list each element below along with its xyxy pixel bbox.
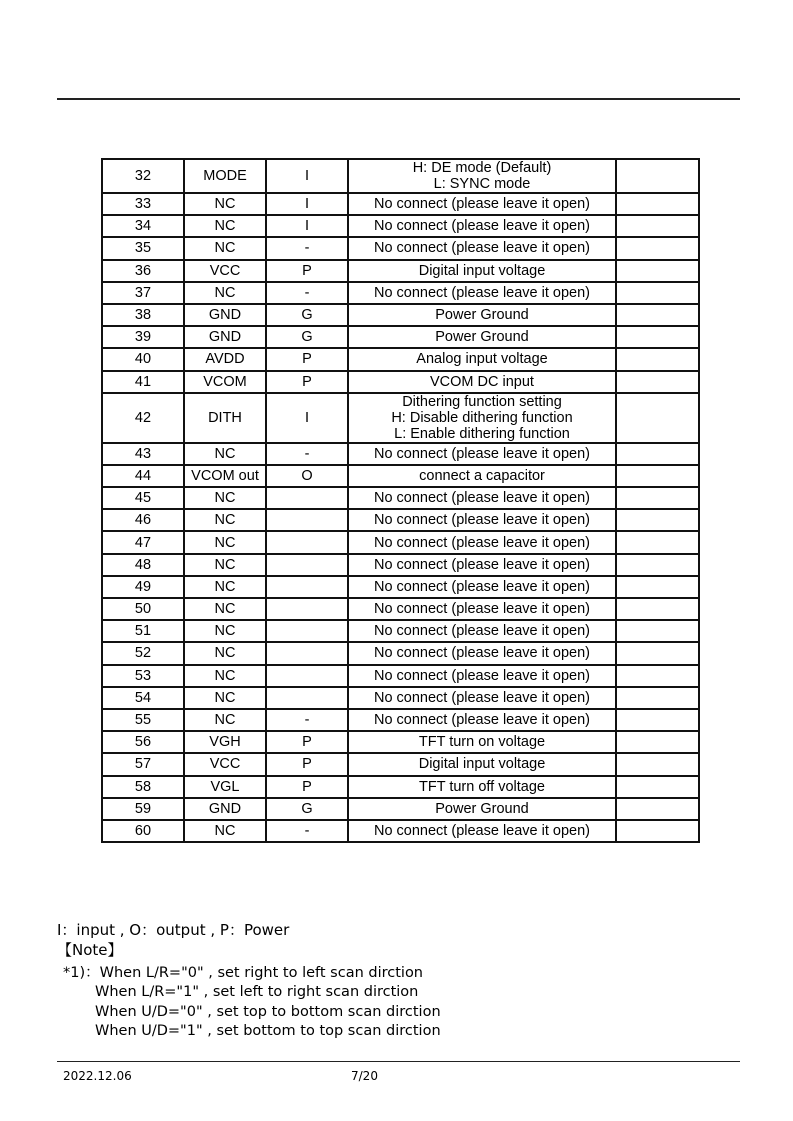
pin-remark-cell [616,531,699,553]
pin-remark-cell [616,215,699,237]
pin-io-cell: - [266,443,348,465]
pin-remark-cell [616,443,699,465]
pin-io-cell: P [266,753,348,775]
pin-symbol-cell: VGH [184,731,266,753]
table-row [102,776,699,798]
pin-io-cell: I [266,393,348,443]
function-text: H: DE mode (Default) [412,160,552,176]
header-rule [57,98,740,100]
pin-io-cell: I [266,193,348,215]
table-row [102,465,699,487]
pin-number-cell: 41 [102,371,184,393]
function-text: Digital input voltage [418,756,546,773]
pin-remark-cell [616,371,699,393]
pin-number-cell: 59 [102,798,184,820]
table-row [102,304,699,326]
function-text: No connect (please leave it open) [373,240,591,257]
pin-io-cell [266,487,348,509]
pin-function-cell [348,193,616,215]
pin-symbol-cell: NC [184,554,266,576]
pin-io-cell: - [266,237,348,259]
pin-symbol-cell: NC [184,215,266,237]
pin-symbol-cell: NC [184,665,266,687]
pin-number-cell: 45 [102,487,184,509]
table-row [102,731,699,753]
pin-number-cell: 53 [102,665,184,687]
pin-remark-cell [616,487,699,509]
table-row [102,371,699,393]
function-text: No connect (please leave it open) [373,645,591,662]
table-row [102,282,699,304]
function-text: No connect (please leave it open) [373,218,591,235]
notes-block [63,964,441,1041]
pin-symbol-cell: GND [184,304,266,326]
pin-function-cell [348,709,616,731]
function-text: No connect (please leave it open) [373,445,591,462]
table-row [102,598,699,620]
function-text: Dithering function setting [402,393,562,410]
pin-function-cell [348,487,616,509]
function-text: No connect (please leave it open) [373,712,591,729]
table-row [102,642,699,664]
pin-number-cell: 36 [102,260,184,282]
pin-symbol-cell: VCC [184,260,266,282]
note-heading: 【Note】 [57,941,123,959]
pin-number-cell: 32 [102,159,184,193]
pin-number-cell: 39 [102,326,184,348]
table-row [102,554,699,576]
pin-remark-cell [616,465,699,487]
pin-function-cell [348,776,616,798]
table-row [102,531,699,553]
pin-remark-cell [616,237,699,259]
pin-symbol-cell: NC [184,687,266,709]
pin-io-cell: I [266,215,348,237]
table-row [102,393,699,443]
pin-io-cell [266,576,348,598]
pin-number-cell: 49 [102,576,184,598]
pin-symbol-cell: NC [184,709,266,731]
pin-function-cell [348,348,616,370]
pin-remark-cell [616,731,699,753]
pin-function-cell [348,443,616,465]
pin-symbol-cell: NC [184,509,266,531]
pin-remark-cell [616,687,699,709]
pin-function-cell [348,371,616,393]
pin-number-cell: 34 [102,215,184,237]
pin-symbol-cell: MODE [184,159,266,193]
pin-remark-cell [616,798,699,820]
function-text: L: SYNC mode [433,176,531,192]
pin-remark-cell [616,159,699,193]
table-row [102,620,699,642]
pin-function-cell [348,598,616,620]
pin-io-cell [266,598,348,620]
pin-number-cell: 56 [102,731,184,753]
function-text: L: Enable dithering function [394,425,570,442]
pin-remark-cell [616,620,699,642]
function-text: No connect (please leave it open) [373,689,591,706]
pin-io-cell: I [266,159,348,193]
table-row [102,576,699,598]
pin-symbol-cell: NC [184,642,266,664]
io-legend: I：input , O：output , P：Power [57,921,290,939]
pin-number-cell: 43 [102,443,184,465]
pin-symbol-cell: AVDD [184,348,266,370]
function-text: No connect (please leave it open) [373,196,591,213]
pin-symbol-cell: DITH [184,393,266,443]
pin-function-cell [348,393,616,443]
pin-symbol-cell: NC [184,443,266,465]
table-row [102,215,699,237]
pin-number-cell: 38 [102,304,184,326]
pin-io-cell: G [266,326,348,348]
pin-remark-cell [616,576,699,598]
pin-function-cell [348,215,616,237]
pin-number-cell: 54 [102,687,184,709]
pin-table-body [102,159,699,842]
pin-number-cell: 52 [102,642,184,664]
table-row [102,487,699,509]
pin-function-cell [348,531,616,553]
pin-io-cell: - [266,282,348,304]
note-line: When L/R="1" , set left to right scan dirction [95,984,419,1001]
pin-remark-cell [616,820,699,842]
pin-symbol-cell: GND [184,798,266,820]
pin-function-cell [348,620,616,642]
pin-number-cell: 58 [102,776,184,798]
table-row [102,753,699,775]
pin-io-cell: G [266,798,348,820]
pin-number-cell: 44 [102,465,184,487]
pin-function-cell [348,753,616,775]
pin-function-cell [348,554,616,576]
pin-number-cell: 57 [102,753,184,775]
note-line: *1)：When L/R="0" , set right to left scan dirction [63,965,424,981]
pin-function-cell [348,798,616,820]
pin-function-cell [348,665,616,687]
function-text: TFT turn on voltage [418,734,546,751]
pin-symbol-cell: NC [184,620,266,642]
pin-remark-cell [616,509,699,531]
pin-number-cell: 42 [102,393,184,443]
pin-number-cell: 60 [102,820,184,842]
pin-number-cell: 33 [102,193,184,215]
function-text: No connect (please leave it open) [373,512,591,529]
pin-assignment-table [101,158,700,843]
pin-symbol-cell: NC [184,598,266,620]
function-text: H: Disable dithering function [391,409,573,426]
table-row [102,687,699,709]
pin-symbol-cell: VCOM out [184,465,266,487]
pin-io-cell [266,531,348,553]
pin-symbol-cell: VCOM [184,371,266,393]
pin-symbol-cell: NC [184,282,266,304]
pin-remark-cell [616,776,699,798]
pin-remark-cell [616,598,699,620]
pin-symbol-cell: NC [184,531,266,553]
table-row [102,665,699,687]
pin-function-cell [348,509,616,531]
pin-function-cell [348,159,616,193]
table-row [102,260,699,282]
table-row [102,443,699,465]
pin-io-cell: G [266,304,348,326]
table-row [102,509,699,531]
pin-function-cell [348,237,616,259]
pin-io-cell: P [266,776,348,798]
pin-symbol-cell: GND [184,326,266,348]
pin-number-cell: 50 [102,598,184,620]
pin-io-cell [266,642,348,664]
pin-io-cell [266,620,348,642]
pin-number-cell: 35 [102,237,184,259]
function-text: Power Ground [435,329,529,346]
pin-remark-cell [616,193,699,215]
pin-symbol-cell: VGL [184,776,266,798]
function-text: connect a capacitor [419,467,545,484]
pin-remark-cell [616,304,699,326]
pin-io-cell: P [266,348,348,370]
pin-symbol-cell: NC [184,193,266,215]
function-text: VCOM DC input [430,373,534,390]
function-text: No connect (please leave it open) [373,490,591,507]
pin-function-cell [348,642,616,664]
pin-function-cell [348,576,616,598]
pin-remark-cell [616,554,699,576]
pin-remark-cell [616,348,699,370]
function-text: No connect (please leave it open) [373,578,591,595]
pin-number-cell: 40 [102,348,184,370]
pin-io-cell: O [266,465,348,487]
pin-function-cell [348,282,616,304]
function-text: No connect (please leave it open) [373,534,591,551]
table-row [102,326,699,348]
function-text: No connect (please leave it open) [373,556,591,573]
pin-function-cell [348,687,616,709]
pin-io-cell: P [266,731,348,753]
pin-remark-cell [616,665,699,687]
note-line: When U/D="1" , set bottom to top scan dirction [95,1022,441,1039]
pin-remark-cell [616,282,699,304]
pin-symbol-cell: NC [184,487,266,509]
pin-number-cell: 51 [102,620,184,642]
table-row [102,798,699,820]
function-text: No connect (please leave it open) [373,623,591,640]
pin-symbol-cell: VCC [184,753,266,775]
function-text: Analog input voltage [416,351,548,368]
function-text: No connect (please leave it open) [373,284,591,301]
pin-remark-cell [616,709,699,731]
table-row [102,159,699,193]
pin-symbol-cell: NC [184,237,266,259]
pin-remark-cell [616,326,699,348]
page-number: 7/20 [351,1069,378,1083]
pin-remark-cell [616,260,699,282]
function-text: Digital input voltage [418,262,546,279]
pin-io-cell: - [266,820,348,842]
pin-remark-cell [616,642,699,664]
function-text: Power Ground [435,307,529,324]
footer-date: 2022.12.06 [63,1069,132,1083]
function-text: TFT turn off voltage [419,778,545,795]
table-row [102,237,699,259]
pin-io-cell [266,687,348,709]
pin-function-cell [348,260,616,282]
footer-rule [57,1061,740,1062]
function-text: Power Ground [435,800,529,817]
pin-io-cell: P [266,371,348,393]
pin-symbol-cell: NC [184,820,266,842]
pin-function-cell [348,731,616,753]
table-row [102,820,699,842]
pin-number-cell: 47 [102,531,184,553]
pin-io-cell [266,554,348,576]
pin-number-cell: 48 [102,554,184,576]
table-row [102,348,699,370]
pin-function-cell [348,304,616,326]
pin-io-cell [266,665,348,687]
pin-number-cell: 46 [102,509,184,531]
function-text: No connect (please leave it open) [373,601,591,618]
pin-number-cell: 37 [102,282,184,304]
function-text: No connect (please leave it open) [373,822,591,839]
table-row [102,709,699,731]
pin-function-cell [348,326,616,348]
pin-io-cell: P [266,260,348,282]
pin-remark-cell [616,753,699,775]
pin-remark-cell [616,393,699,443]
table-row [102,193,699,215]
pin-number-cell: 55 [102,709,184,731]
function-text: No connect (please leave it open) [373,667,591,684]
pin-function-cell [348,820,616,842]
pin-io-cell: - [266,709,348,731]
pin-io-cell [266,509,348,531]
pin-function-cell [348,465,616,487]
note-line: When U/D="0" , set top to bottom scan dirction [95,1003,441,1020]
pin-symbol-cell: NC [184,576,266,598]
